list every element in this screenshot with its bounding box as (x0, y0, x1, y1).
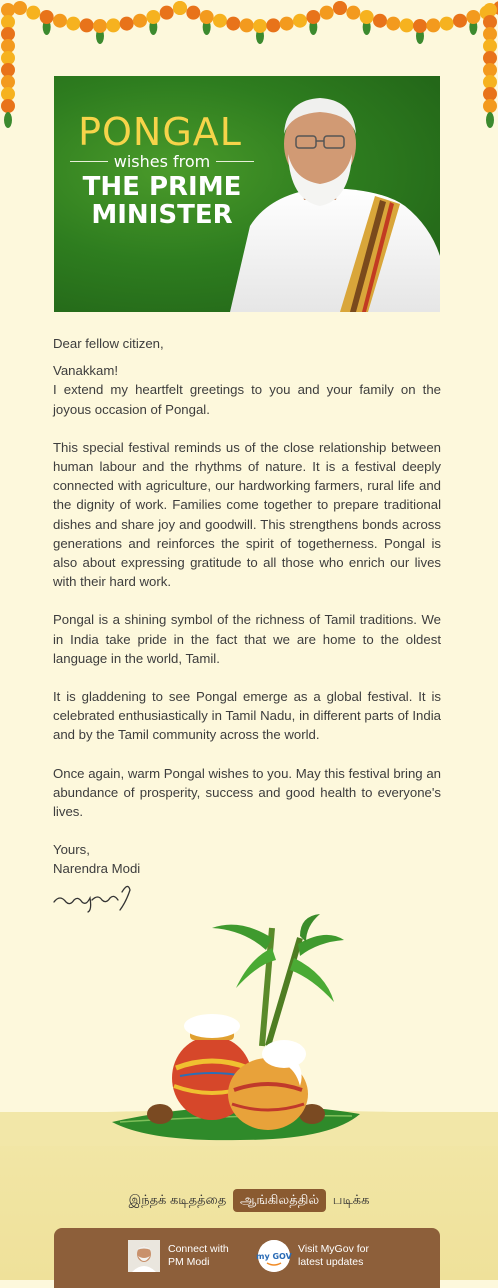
letter-paragraph-5: Once again, warm Pongal wishes to you. May this festival bring an abundance of prosperity, success and good health to everyone's lives. (53, 765, 441, 820)
connect-pm-modi-link[interactable] (128, 1240, 229, 1272)
letter-greeting: Dear fellow citizen, (53, 336, 164, 351)
letter-paragraph-4: It is gladdening to see Pongal emerge as a global festival. It is celebrated enthusiastically in Tamil Nadu, in different parts of India and by the Tamil community across the world. (53, 689, 441, 743)
handwritten-signature (52, 880, 136, 914)
pm-avatar (128, 1240, 160, 1272)
hero-wishes-from: wishes from (113, 152, 211, 171)
letter-body (53, 334, 441, 879)
visit-mygov-link[interactable] (258, 1240, 369, 1272)
read-in-english-link[interactable]: ஆங்கிலத்தில் (233, 1189, 326, 1212)
prime-minister-portrait (190, 76, 440, 312)
mygov-line-2: latest updates (298, 1256, 364, 1268)
letter-closing: Yours, (53, 842, 90, 858)
mygov-logo-icon (258, 1240, 290, 1272)
read-in-english-line (0, 1189, 498, 1212)
connect-line-1: Connect with (168, 1243, 229, 1255)
letter-paragraph-2: This special festival reminds us of the close relationship between human labour and the rhythms of nature. It is a festival deeply connected with agriculture, our hardworking farmers, rural life and the dignity of work. Families come together to prepare traditional dishes and share joy and goodwill. This strengthens bonds across generations and reinforces the spirit of togetherness. Pongal is also about expressing gratitude to all those who enrich our lives with their hard work. (53, 439, 441, 590)
letter-paragraph-1: I extend my heartfelt greetings to you and your family on the joyous occasion of Pongal. (53, 382, 441, 417)
letter-paragraph-3: Pongal is a shining symbol of the richness of Tamil traditions. We in India take pride in the fact that we are home to the oldest language in the world, Tamil. (53, 612, 441, 666)
hero-line-the-prime: THE PRIME (82, 172, 242, 202)
hero-line-minister: MINISTER (91, 200, 233, 230)
hero-banner (54, 76, 440, 312)
pongal-pot-illustration (0, 918, 498, 1148)
connect-line-2: PM Modi (168, 1256, 210, 1268)
letter-vanakkam: Vanakkam! (53, 363, 118, 379)
footer-bar (54, 1228, 440, 1288)
letter-signatory-name: Narendra Modi (53, 861, 141, 877)
mygov-logo-text: my GOV (256, 1252, 292, 1261)
mygov-line-1: Visit MyGov for (298, 1243, 369, 1255)
read-in-prefix: இந்தக் கடிதத்தை (128, 1192, 227, 1207)
read-in-suffix: படிக்க (332, 1192, 370, 1207)
hero-title-pongal: PONGAL (78, 110, 242, 154)
